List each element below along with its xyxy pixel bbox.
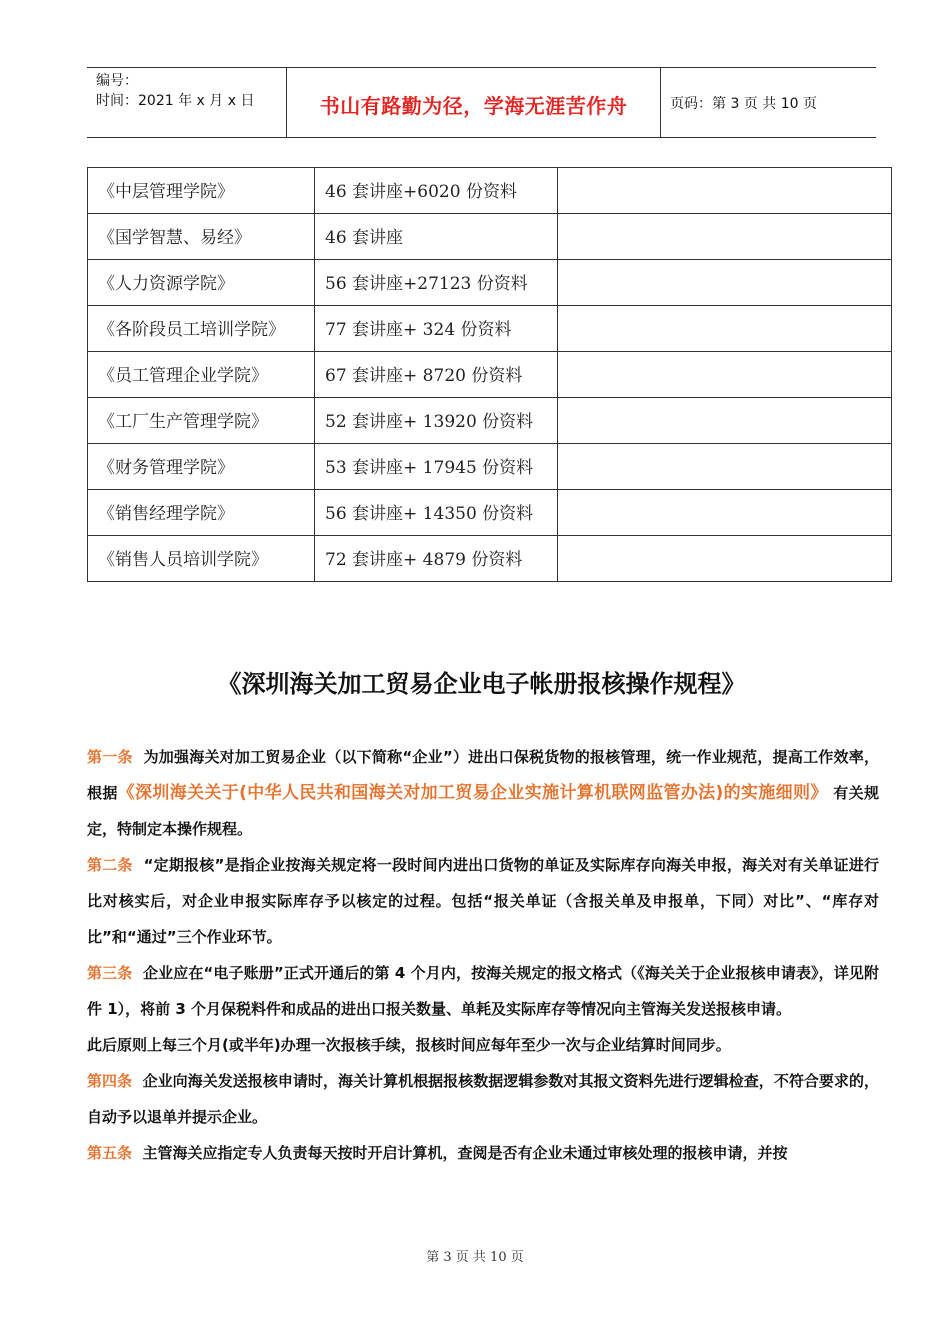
table-cell-content: 67 套讲座+ 8720 份资料 xyxy=(315,352,558,398)
table-cell-note xyxy=(558,306,892,352)
table-row xyxy=(88,398,892,444)
table-row xyxy=(88,352,892,398)
table-row xyxy=(88,444,892,490)
article-label: 第四条 xyxy=(87,1072,133,1090)
table-cell-content: 56 套讲座+27123 份资料 xyxy=(315,260,558,306)
table-cell-note xyxy=(558,214,892,260)
table-cell-name: 《员工管理企业学院》 xyxy=(88,352,315,398)
table-cell-name: 《财务管理学院》 xyxy=(88,444,315,490)
table-cell-name: 《中层管理学院》 xyxy=(88,168,315,214)
table-cell-content: 46 套讲座 xyxy=(315,214,558,260)
page-header xyxy=(87,67,876,138)
article-text: 企业向海关发送报核申请时，海关计算机根据报核数据逻辑参数对其报文资料先进行逻辑检查，不符合要求的，自动予以退单并提示企业。 xyxy=(87,1072,879,1126)
table-cell-note xyxy=(558,168,892,214)
article-label: 第一条 xyxy=(87,748,133,766)
table-cell-name: 《人力资源学院》 xyxy=(88,260,315,306)
table-row xyxy=(88,536,892,582)
header-motto-cell xyxy=(286,68,661,137)
article-paragraph xyxy=(87,847,879,955)
table-cell-note xyxy=(558,352,892,398)
article-paragraph xyxy=(87,739,879,847)
table-cell-content: 56 套讲座+ 14350 份资料 xyxy=(315,490,558,536)
table-cell-name: 《国学智慧、易经》 xyxy=(88,214,315,260)
article-text: 为加强海关对加工贸易企业（以下简称“企业”）进出口保税货物的报核管理，统一作业规范，提高工作效率，根据 xyxy=(87,748,879,802)
resource-table xyxy=(87,167,892,582)
header-motto: 书山有路勤为径，学海无涯苦作舟 xyxy=(319,94,628,118)
regulation-reference: 《深圳海关关于(中华人民共和国海关对加工贸易企业实施计算机联网监管办法)的实施细则》 xyxy=(117,783,828,803)
table-cell-content: 72 套讲座+ 4879 份资料 xyxy=(315,536,558,582)
article-label: 第五条 xyxy=(87,1144,133,1162)
table-cell-note xyxy=(558,398,892,444)
table-row xyxy=(88,260,892,306)
article-text: 主管海关应指定专人负责每天按时开启计算机，查阅是否有企业未通过审核处理的报核申请，并按 xyxy=(142,1144,788,1162)
table-cell-note xyxy=(558,260,892,306)
paragraph: 此后原则上每三个月(或半年)办理一次报核手续，报核时间应每年至少一次与企业结算时间同步。 xyxy=(87,1036,731,1054)
table-cell-name: 《销售经理学院》 xyxy=(88,490,315,536)
table-cell-content: 53 套讲座+ 17945 份资料 xyxy=(315,444,558,490)
header-info-cell xyxy=(87,68,286,137)
table-cell-name: 《销售人员培训学院》 xyxy=(88,536,315,582)
article-label: 第二条 xyxy=(87,856,133,874)
article-text: 企业应在“电子账册”正式开通后的第 4 个月内，按海关规定的报文格式（《海关关于企业报核申请表》，详见附件 1），将前 3 个月保税料件和成品的进出口报关数量、单耗及实际库存等情况向主管海关发送报核申请。 xyxy=(87,964,879,1018)
table-cell-name: 《工厂生产管理学院》 xyxy=(88,398,315,444)
document-body xyxy=(87,739,879,1171)
table-row xyxy=(88,168,892,214)
document-number-label: 编号： xyxy=(96,73,138,89)
document-time-label: 时间：2021 年 x 月 x 日 xyxy=(96,93,255,109)
table-row xyxy=(88,306,892,352)
table-cell-content: 52 套讲座+ 13920 份资料 xyxy=(315,398,558,444)
page-footer: 第 3 页 共 10 页 xyxy=(426,1250,524,1265)
header-page-cell xyxy=(660,68,876,137)
table-cell-note xyxy=(558,490,892,536)
table-row xyxy=(88,214,892,260)
table-cell-name: 《各阶段员工培训学院》 xyxy=(88,306,315,352)
document-title: 《深圳海关加工贸易企业电子帐册报核操作规程》 xyxy=(217,670,746,698)
table-cell-content: 77 套讲座+ 324 份资料 xyxy=(315,306,558,352)
article-text: “定期报核”是指企业按海关规定将一段时间内进出口货物的单证及实际库存向海关申报，海关对有关单证进行比对核实后，对企业申报实际库存予以核定的过程。包括“报关单证（含报关单及申报单，下同）对比”、“库存对比”和“通过”三个作业环节。 xyxy=(87,856,879,946)
article-paragraph xyxy=(87,955,879,1027)
table-cell-content: 46 套讲座+6020 份资料 xyxy=(315,168,558,214)
table-row xyxy=(88,490,892,536)
article-text: 有关规定，特制定本操作规程。 xyxy=(87,784,879,838)
article-paragraph xyxy=(87,1063,879,1135)
article-paragraph xyxy=(87,1135,879,1171)
header-page-number: 页码：第 3 页 共 10 页 xyxy=(670,96,817,112)
article-label: 第三条 xyxy=(87,964,133,982)
table-cell-note xyxy=(558,444,892,490)
table-cell-note xyxy=(558,536,892,582)
